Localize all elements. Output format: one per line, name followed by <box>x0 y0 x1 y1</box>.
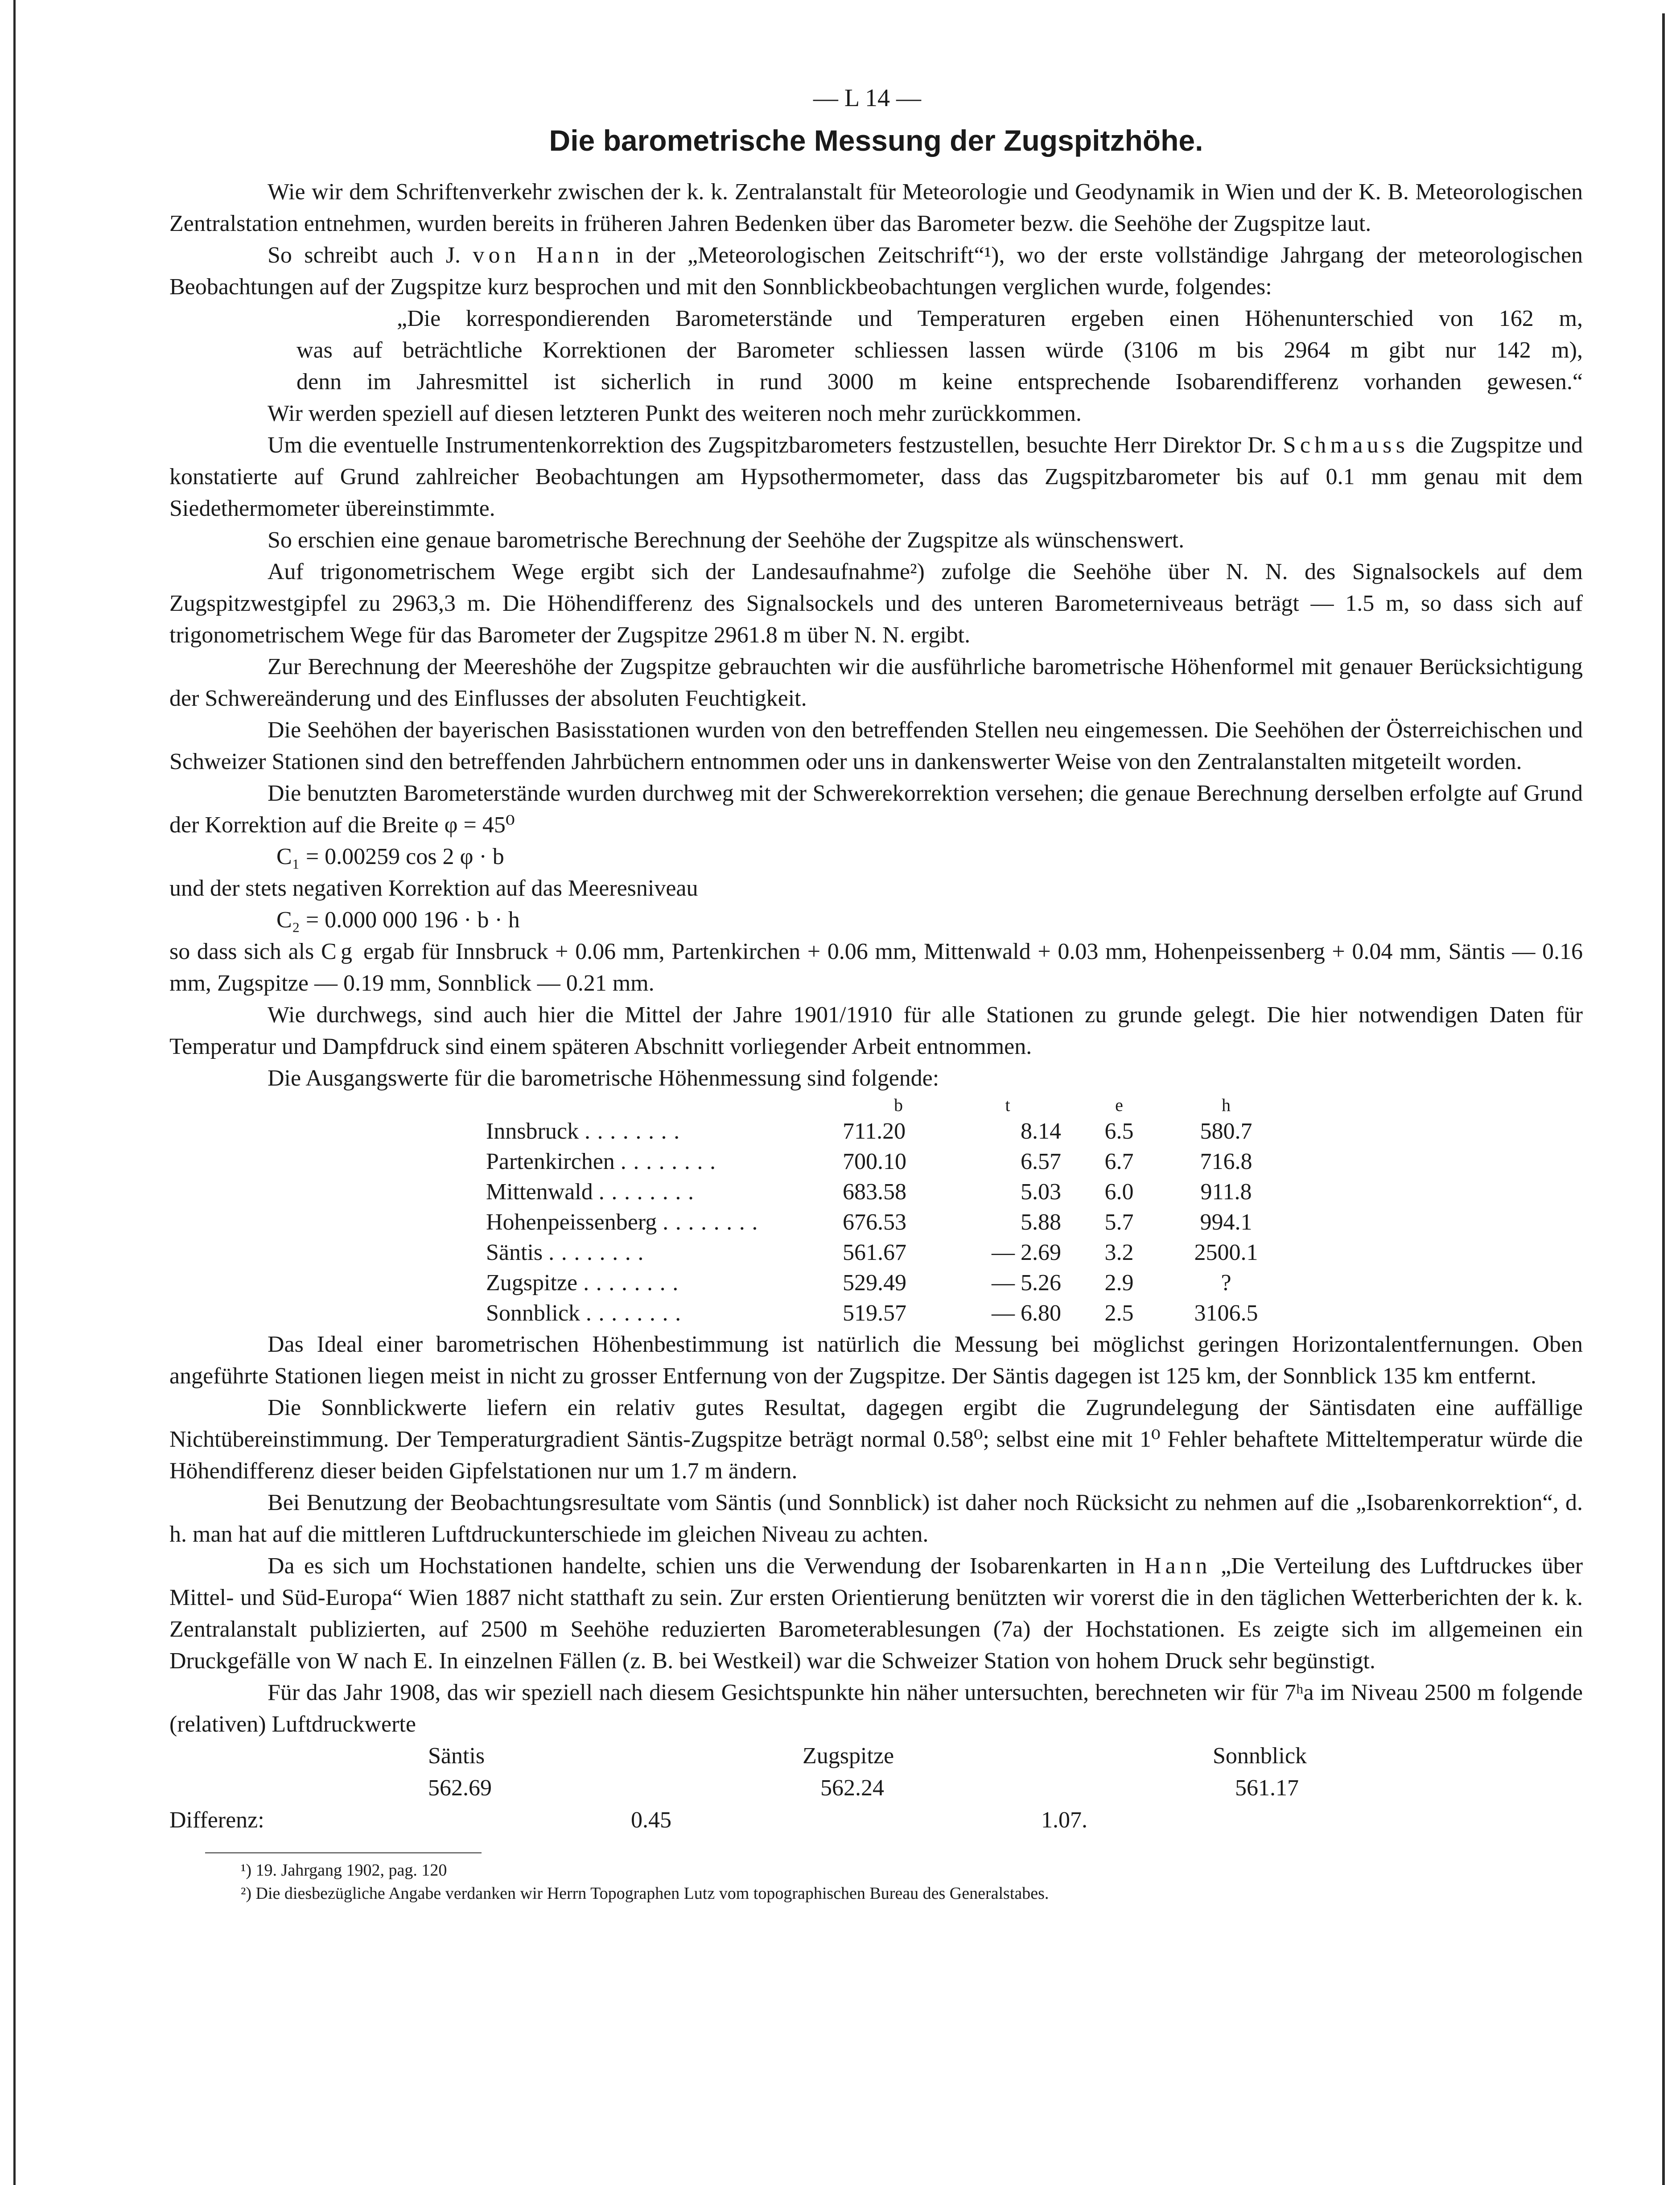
table-row <box>486 1177 1284 1207</box>
difference-label: Differenz: <box>169 1807 264 1833</box>
formula-gravity-latitude: C₁ = 0.00259 cos 2 φ · b <box>276 844 504 869</box>
pressure-value: 562.69 <box>428 1775 492 1801</box>
station-name: Säntis <box>486 1240 543 1265</box>
value-e: 6.0 <box>1104 1179 1134 1205</box>
paragraph-6: Auf trigonometrischem Wege ergibt sich der Landesaufnahme²) zufolge die Seehöhe über N. N. des Signalsockels auf dem Zugspitzwestgipfel zu 2963,3 m. Die Höhendifferenz des Signalsockels und des unteren Barometerniveaus beträgt — 1.5 m, so dass sich auf trigonometrischem Wege für das Barometer der Zugspitze 2961.8 m über N. N. ergibt. <box>169 559 1583 648</box>
paragraph-2 <box>169 239 1583 303</box>
page-border-left <box>13 0 16 2185</box>
header-e: e <box>1115 1095 1123 1115</box>
pressure-value-row <box>169 1772 1583 1804</box>
page-title: Die barometrische Messung der Zugspitzhöhe. <box>549 124 1203 157</box>
paragraph-16: Bei Benutzung der Beobachtungsresultate vom Säntis (und Sonnblick) ist daher noch Rücksicht zu nehmen auf die „Isobarenkorrektion“, d. h. man hat auf die mittleren Luftdruckunterschiede im gleichen Niveau zu achten. <box>169 1490 1583 1547</box>
value-h: 580.7 <box>1200 1119 1252 1144</box>
page-border-right <box>1662 13 1665 2185</box>
author-name-hann: von Hann <box>473 243 604 268</box>
value-t: 5.88 <box>1021 1210 1061 1235</box>
station-data-table <box>486 1094 1284 1329</box>
value-t: — 5.26 <box>992 1270 1061 1296</box>
pressure-station: Zugspitze <box>803 1743 894 1769</box>
dot-leader: ........ <box>548 1240 651 1265</box>
value-b: 676.53 <box>843 1210 906 1235</box>
paragraph-9: Die benutzten Barometerstände wurden durchweg mit der Schwerekorrektion versehen; die genaue Berechnung derselben erfolgte auf Grund der Korrektion auf die Breite φ = 45⁰ <box>169 781 1583 838</box>
dot-leader: ........ <box>583 1270 685 1296</box>
value-t: — 2.69 <box>992 1240 1061 1265</box>
value-e: 2.9 <box>1104 1270 1134 1296</box>
value-h: 716.8 <box>1200 1149 1252 1174</box>
station-name: Zugspitze <box>486 1270 578 1296</box>
author-name-hann-2: Hann <box>1144 1553 1211 1579</box>
dot-leader: ........ <box>584 1119 687 1144</box>
table-row <box>486 1298 1284 1329</box>
page-number: — L 14 — <box>813 84 922 112</box>
paragraph-15: Die Sonnblickwerte liefern ein relativ gutes Resultat, dagegen ergibt die Zugrundelegung der Säntisdaten eine auffällige Nichtübereinstimmung. Der Temperaturgradient Säntis-Zugspitze beträgt normal 0.58⁰; selbst eine mit 1⁰ Fehler behaftete Mitteltemperatur würde die Höhendifferenz dieser beiden Gipfelstationen nur um 1.7 m ändern. <box>169 1395 1583 1484</box>
dot-leader: ........ <box>585 1300 688 1326</box>
paragraph-14: Das Ideal einer barometrischen Höhenbestimmung ist natürlich die Messung bei möglichst geringen Horizontalentfernungen. Oben angeführte Stationen liegen meist in nicht zu grosser Entfernung von der Zugspitze. Der Säntis dagegen ist 125 km, der Sonnblick 135 km entfernt. <box>169 1332 1583 1389</box>
table-row <box>486 1116 1284 1147</box>
pressure-station-row <box>169 1740 1583 1772</box>
dot-leader: ........ <box>620 1149 723 1174</box>
value-b: 519.57 <box>843 1300 906 1326</box>
value-b: 711.20 <box>843 1119 906 1144</box>
value-b: 700.10 <box>843 1149 906 1174</box>
paragraph-11-b: ergab für Innsbruck + 0.06 mm, Partenkirchen + 0.06 mm, Mittenwald + 0.03 mm, Hohenpeissenberg + 0.04 mm, Säntis — 0.16 mm, Zugspitze — 0.19 mm, Sonnblick — 0.21 mm. <box>169 939 1583 996</box>
table-row <box>486 1268 1284 1298</box>
paragraph-4-b: die Zugspitze und konstatierte auf Grund zahlreicher Beobachtungen am Hypsothermometer, dass das Zugspitzbarometer bis auf 0.1 mm genau mit dem Siedethermometer übereinstimmte. <box>169 432 1583 521</box>
header-t: t <box>1005 1095 1010 1115</box>
paragraph-17-a: Da es sich um Hochstationen handelte, schien uns die Verwendung der Isobarenkarten in <box>268 1553 1135 1579</box>
quote-line-2: was auf beträchtliche Korrektionen der Barometer schliessen lassen würde (3106 m bis 2964 m gibt nur 142 m), <box>296 337 1583 363</box>
station-name: Sonnblick <box>486 1300 580 1326</box>
paragraph-1: Wie wir dem Schriftenverkehr zwischen der k. k. Zentralanstalt für Meteorologie und Geodynamik in Wien und der K. B. Meteorologischen Zentralstation entnehmen, wurden bereits in früheren Jahren Bedenken über das Barometer bezw. die Seehöhe der Zugspitze laut. <box>169 179 1583 236</box>
station-name: Partenkirchen <box>486 1149 615 1174</box>
paragraph-12: Wie durchwegs, sind auch hier die Mittel der Jahre 1901/1910 für alle Stationen zu grunde gelegt. Die hier notwendigen Daten für Temperatur und Dampfdruck sind einem späteren Abschnitt vorliegender Arbeit entnommen. <box>169 1002 1583 1059</box>
value-b: 529.49 <box>843 1270 906 1296</box>
value-e: 3.2 <box>1104 1240 1134 1265</box>
pressure-comparison <box>169 1740 1583 1836</box>
value-b: 683.58 <box>843 1179 906 1205</box>
value-e: 5.7 <box>1104 1210 1134 1235</box>
formula-gravity-height: C₂ = 0.000 000 196 · b · h <box>276 907 520 933</box>
paragraph-10: und der stets negativen Korrektion auf das Meeresniveau <box>169 876 698 901</box>
value-b: 561.67 <box>843 1240 906 1265</box>
paragraph-13: Die Ausgangswerte für die barometrische Höhenmessung sind folgende: <box>268 1066 939 1091</box>
value-e: 6.7 <box>1104 1149 1134 1174</box>
paragraph-3: Wir werden speziell auf diesen letzteren Punkt des weiteren noch mehr zurückkommen. <box>268 401 1082 426</box>
value-h: 2500.1 <box>1194 1240 1258 1265</box>
value-t: 8.14 <box>1021 1119 1061 1144</box>
paragraph-17 <box>169 1550 1583 1677</box>
symbol-cg: Cg <box>321 939 357 964</box>
table-row <box>486 1207 1284 1238</box>
table-row <box>486 1147 1284 1177</box>
difference-value: 0.45 <box>631 1807 671 1833</box>
document-page <box>169 78 1583 1905</box>
quote-line-3: denn im Jahresmittel ist sicherlich in rund 3000 m keine entsprechende Isobarendifferenz vorhanden gewesen.“ <box>296 369 1583 395</box>
person-name-schmauss: Schmauss <box>1283 432 1409 458</box>
station-name: Innsbruck <box>486 1119 579 1144</box>
value-e: 6.5 <box>1104 1119 1134 1144</box>
station-name: Hohenpeissenberg <box>486 1210 657 1235</box>
dot-leader: ........ <box>663 1210 765 1235</box>
quotation <box>169 303 1583 398</box>
paragraph-11-a: so dass sich als <box>169 939 314 964</box>
value-h: 911.8 <box>1200 1179 1252 1205</box>
paragraph-18: Für das Jahr 1908, das wir speziell nach diesem Gesichtspunkte hin näher untersuchten, berechneten wir für 7ʰa im Niveau 2500 m folgende (relativen) Luftdruckwerte <box>169 1680 1583 1737</box>
value-t: 5.03 <box>1021 1179 1061 1205</box>
pressure-station: Sonnblick <box>1213 1743 1307 1769</box>
paragraph-4-a: Um die eventuelle Instrumentenkorrektion des Zugspitzbarometers festzustellen, besuchte Herr Direktor Dr. <box>268 432 1277 458</box>
footnote-rule <box>205 1852 482 1853</box>
station-name: Mittenwald <box>486 1179 593 1205</box>
dot-leader: ........ <box>598 1179 701 1205</box>
table-row <box>486 1238 1284 1268</box>
footnotes <box>169 1852 1583 1905</box>
quote-line-1: „Die korrespondierenden Barometerstände und Temperaturen ergeben einen Höhenunterschied von 162 m, <box>397 306 1583 331</box>
paragraph-11 <box>169 936 1583 999</box>
value-h: 994.1 <box>1200 1210 1252 1235</box>
paragraph-17-b: „Die Verteilung des Luftdruckes über Mittel- und Süd-Europa“ Wien 1887 nicht statthaft zu sein. Zur ersten Orientierung benützten wir vorerst die in den täglichen Wetterberichten der k. k. Zentralanstalt publizierten, auf 2500 m Seehöhe reduzierten Barometerablesungen (7a) der Hochstationen. Es zeigte sich im allgemeinen ein Druckgefälle von W nach E. In einzelnen Fällen (z. B. bei Westkeil) war die Schweizer Station von hohem Druck sehr begünstigt. <box>169 1553 1583 1674</box>
header-b: b <box>894 1095 903 1115</box>
footnote-2: ²) Die diesbezügliche Angabe verdanken wir Herrn Topographen Lutz vom topographischen Bureau des Generalstabes. <box>241 1884 1049 1903</box>
footnote-1: ¹) 19. Jahrgang 1902, pag. 120 <box>241 1861 447 1880</box>
difference-value: 1.07. <box>1041 1807 1087 1833</box>
table-header-row <box>486 1094 1284 1116</box>
paragraph-7: Zur Berechnung der Meereshöhe der Zugspitze gebrauchten wir die ausführliche barometrische Höhenformel mit genauer Berücksichtigung der Schwereänderung und des Einflusses der absoluten Feuchtigkeit. <box>169 654 1583 711</box>
value-e: 2.5 <box>1104 1300 1134 1326</box>
value-t: — 6.80 <box>992 1300 1061 1326</box>
pressure-value: 561.17 <box>1235 1775 1299 1801</box>
paragraph-2-b: in der „Meteorologischen Zeitschrift“¹), wo der erste vollständige Jahrgang der meteorologischen Beobachtungen auf der Zugspitze kurz besprochen und mit den Sonnblickbeobachtungen verglichen wurde, folgendes: <box>169 243 1583 300</box>
paragraph-2-a: So schreibt auch J. <box>268 243 461 268</box>
value-t: 6.57 <box>1021 1149 1061 1174</box>
paragraph-4 <box>169 429 1583 524</box>
header-h: h <box>1222 1095 1231 1115</box>
paragraph-8: Die Seehöhen der bayerischen Basisstationen wurden von den betreffenden Stellen neu eingemessen. Die Seehöhen der Österreichischen und Schweizer Stationen sind den betreffenden Jahrbüchern entnommen oder uns in dankenswerter Weise von den Zentralanstalten mitgeteilt worden. <box>169 717 1583 774</box>
value-h: 3106.5 <box>1194 1300 1258 1326</box>
pressure-diff-row <box>169 1804 1583 1836</box>
value-h: ? <box>1221 1270 1231 1296</box>
paragraph-5: So erschien eine genaue barometrische Berechnung der Seehöhe der Zugspitze als wünschenswert. <box>268 527 1185 553</box>
pressure-station: Säntis <box>428 1743 485 1769</box>
pressure-value: 562.24 <box>820 1775 884 1801</box>
